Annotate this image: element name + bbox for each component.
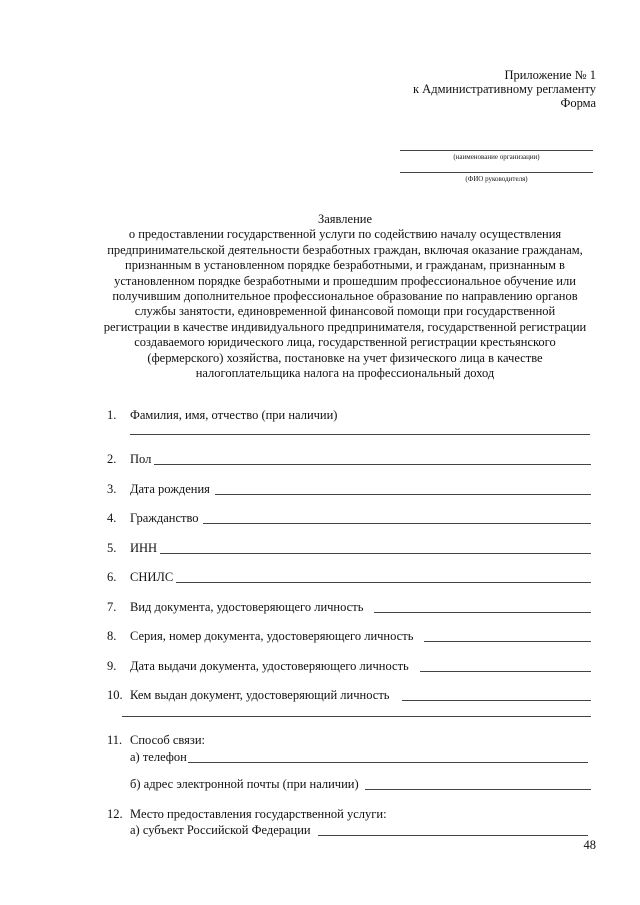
appendix-reference: к Административному регламенту (412, 82, 596, 96)
field-number: 8. (107, 629, 117, 643)
inn-input-line[interactable] (160, 553, 591, 554)
form-label: Форма (560, 96, 596, 110)
field-label: Вид документа, удостоверяющего личность (130, 600, 364, 614)
field-label: а) субъект Российской Федерации (130, 823, 311, 837)
birth-date-input-line[interactable] (215, 494, 591, 495)
citizenship-input-line[interactable] (203, 523, 591, 524)
title-line: создаваемого юридического лица, государственной регистрации крестьянского (134, 335, 556, 350)
application-title (90, 212, 600, 381)
id-issue-date-input-line[interactable] (420, 671, 591, 672)
organization-signature-block (400, 150, 593, 162)
field-label: Способ связи: (130, 733, 206, 747)
field-number: 6. (107, 570, 117, 584)
field-label: Дата выдачи документа, удостоверяющего личность (130, 659, 409, 673)
title-line: о предоставлении государственной услуги по содействию началу осуществления (128, 227, 562, 242)
field-number: 9. (107, 659, 117, 673)
title-line: службы занятости, единовременной финансовой помощи при государственной (134, 304, 556, 319)
appendix-number: Приложение № 1 (504, 68, 596, 82)
title-line: регистрации в качестве индивидуального предпринимателя, государственной регистрации (103, 319, 587, 334)
email-input-line[interactable] (365, 789, 591, 790)
field-number: 4. (107, 511, 117, 525)
organization-caption: (наименование организации) (453, 153, 540, 161)
head-caption: (ФИО руководителя) (465, 175, 528, 183)
title-line: налогоплательщика налога на профессиональный доход (195, 366, 495, 381)
field-number: 10. (107, 688, 123, 702)
title-line: (фермерского) хозяйства, постановке на учет физического лица в качестве (147, 350, 543, 365)
field-number: 1. (107, 408, 117, 422)
field-label: а) телефон (130, 750, 187, 764)
organization-name-line[interactable] (400, 150, 593, 151)
page-number: 48 (583, 838, 596, 852)
field-label: ИНН (130, 541, 158, 555)
full-name-input-line[interactable] (130, 434, 590, 435)
id-issued-by-continuation-line[interactable] (122, 716, 591, 717)
id-document-number-input-line[interactable] (424, 641, 591, 642)
head-name-line[interactable] (400, 172, 593, 173)
title-line: получившим дополнительное профессиональное образование по направлению органов (112, 289, 578, 304)
field-label: Серия, номер документа, удостоверяющего личность (130, 629, 414, 643)
field-number: 2. (107, 452, 117, 466)
field-label: Фамилия, имя, отчество (при наличии) (130, 408, 338, 422)
field-label: б) адрес электронной почты (при наличии) (130, 777, 359, 791)
title-line: признанным в установленном порядке безработными, и гражданам, признанным в (125, 258, 565, 273)
snils-input-line[interactable] (176, 582, 591, 583)
field-number: 3. (107, 482, 117, 496)
phone-input-line[interactable] (188, 762, 588, 763)
id-document-type-input-line[interactable] (374, 612, 591, 613)
id-issued-by-input-line[interactable] (402, 700, 591, 701)
field-label: Пол (130, 452, 152, 466)
title-line: предпринимательской деятельности безработных граждан, включая оказание гражданам, (107, 242, 583, 257)
title-heading: Заявление (317, 212, 372, 226)
title-line: установленном порядке безработными и прошедшим профессиональное обучение или (114, 273, 576, 288)
field-label: СНИЛС (130, 570, 174, 584)
field-number: 12. (107, 807, 123, 821)
gender-input-line[interactable] (154, 464, 591, 465)
head-signature-block (400, 172, 593, 184)
field-label: Дата рождения (130, 482, 210, 496)
field-number: 11. (107, 733, 123, 747)
federal-subject-input-line[interactable] (318, 835, 588, 836)
field-label: Место предоставления государственной услуги: (130, 807, 387, 821)
field-number: 7. (107, 600, 117, 614)
appendix-header (413, 68, 596, 110)
field-number: 5. (107, 541, 117, 555)
field-label: Кем выдан документ, удостоверяющий личность (130, 688, 390, 702)
field-label: Гражданство (130, 511, 199, 525)
